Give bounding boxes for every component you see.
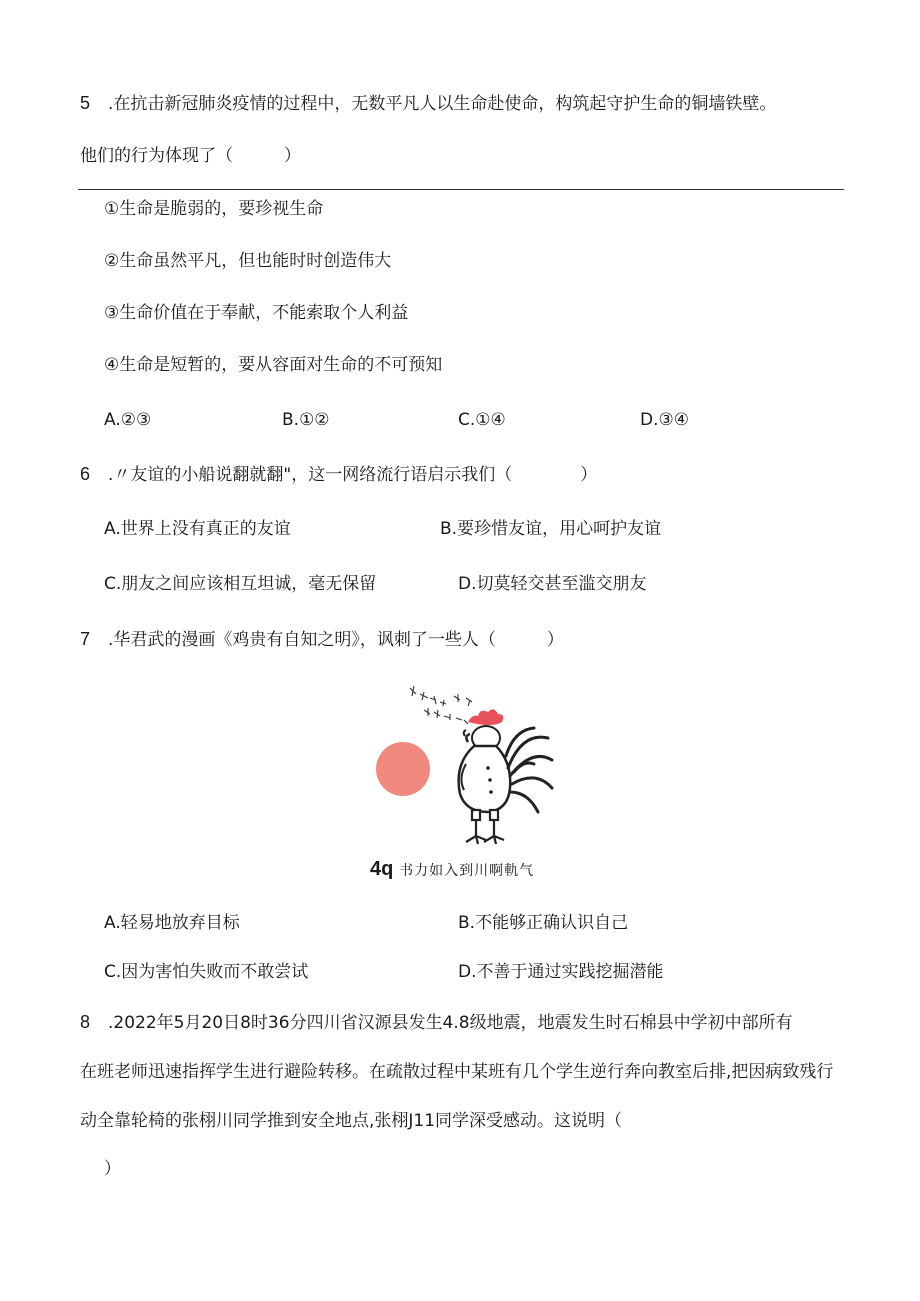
q6-option-c: C.朋友之间应该相互坦诚，毫无保留 (104, 574, 377, 594)
q8-line3: 动全靠轮椅的张栩川同学推到安全地点,张栩J11同学深受感动。这说明（ (80, 1111, 623, 1131)
q5-stem-text: .在抗击新冠肺炎疫情的过程中，无数平凡人以生命赴使命，构筑起守护生命的铜墙铁壁。 (108, 94, 777, 114)
q7-option-b: B.不能够正确认识自己 (458, 913, 629, 933)
q7-option-a: A.轻易地放弃目标 (104, 913, 240, 933)
rooster-tail (506, 728, 552, 812)
q6-option-a: A.世界上没有真正的友谊 (104, 519, 291, 539)
rooster-legs (466, 810, 504, 844)
q6-stem (80, 463, 597, 486)
q7-option-d: D.不善于通过实践挖掘潜能 (458, 962, 664, 982)
sun-icon (376, 742, 430, 796)
q5-option-d: D.③④ (640, 410, 689, 430)
q7-stem-text: .华君武的漫画《鸡贵有自知之明》，讽刺了一些人（ ） (108, 630, 564, 650)
q8-line4: ） (104, 1159, 121, 1179)
q6-number: 6 (80, 464, 91, 484)
caption-text: 书力如入到川啊軌气 (399, 863, 535, 879)
q7-option-c: C.因为害怕失败而不敢尝试 (104, 962, 309, 982)
caption-number: 4q (370, 858, 394, 880)
q5-option-b: B.①② (282, 410, 330, 430)
q6-stem-text: .〃友谊的小船说翻就翻"，这一网络流行语启示我们（ ） (108, 465, 598, 485)
rooster-cartoon (370, 680, 560, 852)
q5-statement-2: ②生命虽然平凡，但也能时时创造伟大 (104, 251, 392, 271)
q8-line2: 在班老师迅速指挥学生进行避险转移。在疏散过程中某班有几个学生逆行奔向教室后排,把因病致残行 (80, 1062, 834, 1082)
rooster-body (459, 746, 511, 812)
q7-stem (80, 628, 564, 651)
q5-statement-4: ④生命是短暂的，要从容面对生命的不可预知 (104, 355, 443, 375)
q5-statement-3: ③生命价值在于奉献，不能索取个人利益 (104, 303, 409, 323)
q8-number: 8 (80, 1012, 91, 1032)
q5-statement-1: ①生命是脆弱的，要珍视生命 (104, 199, 324, 219)
figure-caption (370, 858, 534, 881)
divider-rule (78, 189, 844, 190)
q5-option-a: A.②③ (104, 410, 152, 430)
q8-line1 (80, 1011, 793, 1034)
q5-option-c: C.①④ (458, 410, 506, 430)
q5-number: 5 (80, 93, 91, 113)
q8-line1-text: .2022年5月20日8时36分四川省汉源县发生4.8级地震，地震发生时石棉县中学初中部所有 (108, 1013, 793, 1033)
q7-number: 7 (80, 629, 91, 649)
q5-stem-line1 (80, 92, 776, 115)
q5-stem-line2: 他们的行为体现了（ ） (80, 146, 301, 166)
q6-option-d: D.切莫轻交甚至滥交朋友 (458, 574, 647, 594)
calligraphy-scribble (410, 686, 472, 724)
q6-option-b: B.要珍惜友谊，用心呵护友谊 (440, 519, 662, 539)
rooster-comb (468, 709, 503, 725)
